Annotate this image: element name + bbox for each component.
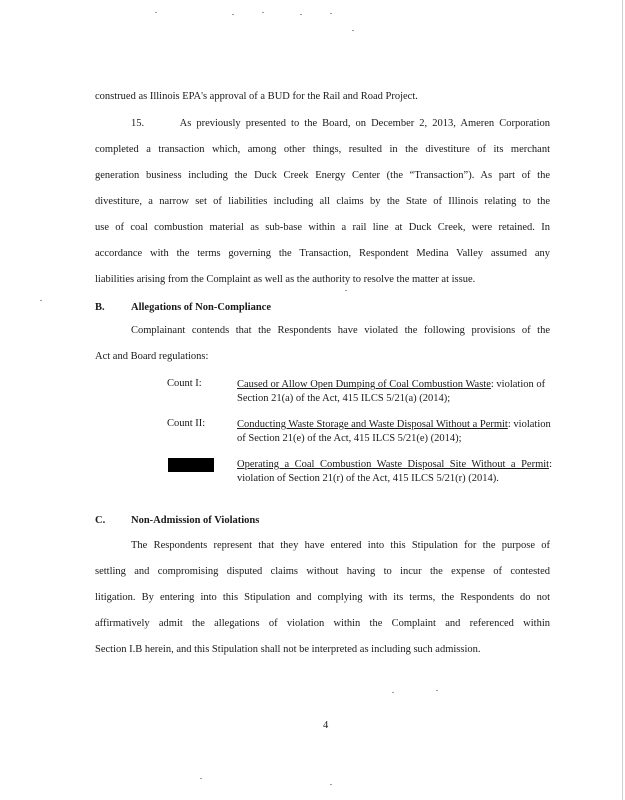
para15-line: accordance with the terms governing the Transaction, Respondent Medina Valley assumed any <box>95 248 550 259</box>
opening-line: construed as Illinois EPA's approval of a BUD for the Rail and Road Project. <box>95 91 418 102</box>
count-2-detail: : violation of Section 21(e) of the Act, 415 ILCS 5/21(e) (2014); <box>237 419 551 444</box>
scan-speck <box>300 14 302 15</box>
para15-line: generation business including the Duck Creek Energy Center (the “Transaction”). As part of the <box>95 170 550 181</box>
section-b-line: Act and Board regulations: <box>95 351 209 362</box>
count-1-body <box>237 378 552 406</box>
section-c-line: litigation. By entering into this Stipulation and complying with its terms, the Respondents do not <box>95 592 550 603</box>
para15-line: completed a transaction which, among other things, resulted in the divestiture of its merchant <box>95 144 550 155</box>
section-b-line: Complainant contends that the Respondents have violated the following provisions of the <box>131 325 550 336</box>
count-3-body <box>237 458 552 486</box>
page-number: 4 <box>323 720 329 731</box>
section-b-letter: B. <box>95 302 105 313</box>
count-2-title: Conducting Waste Storage and Waste Disposal Without a Permit <box>237 419 508 430</box>
count-1-title: Caused or Allow Open Dumping of Coal Combustion Waste <box>237 379 491 390</box>
scan-speck <box>436 690 438 691</box>
count-3-detail: : violation of Section 21(r) of the Act, 415 ILCS 5/21(r) (2014). <box>237 459 552 484</box>
scan-speck <box>352 30 354 31</box>
para15-line: 15. As previously presented to the Board, on December 2, 2013, Ameren Corporation <box>131 118 550 129</box>
redaction-bar <box>168 458 214 472</box>
para15-line: use of coal combustion material as sub-base within a rail line at Duck Creek, were retained. In <box>95 222 550 233</box>
scan-speck <box>200 778 202 779</box>
section-c-title: Non-Admission of Violations <box>131 515 260 526</box>
scan-speck <box>155 12 157 13</box>
count-1-detail: : violation of Section 21(a) of the Act, 415 ILCS 5/21(a) (2014); <box>237 379 546 404</box>
section-c-line: Section I.B herein, and this Stipulation shall not be interpreted as including such admission. <box>95 644 481 655</box>
page-edge <box>622 0 623 800</box>
scan-speck <box>330 13 332 14</box>
para15-line: liabilities arising from the Complaint as well as the authority to resolve the matter at issue. <box>95 274 476 285</box>
scan-speck <box>262 12 264 13</box>
scan-speck <box>330 784 332 785</box>
count-1-label: Count I: <box>167 378 202 389</box>
para15-line: divestiture, a narrow set of liabilities including all claims by the State of Illinois relating to the <box>95 196 550 207</box>
scan-speck <box>232 14 234 15</box>
count-2-body <box>237 418 552 446</box>
section-c-letter: C. <box>95 515 106 526</box>
scan-speck <box>40 300 42 301</box>
section-c-line: settling and compromising disputed claims without having to incur the expense of contested <box>95 566 550 577</box>
section-c-line: affirmatively admit the allegations of violation within the Complaint and referenced within <box>95 618 550 629</box>
section-c-line: The Respondents represent that they have entered into this Stipulation for the purpose of <box>131 540 550 551</box>
count-2-label: Count II: <box>167 418 206 429</box>
section-b-title: Allegations of Non-Compliance <box>131 302 271 313</box>
count-3-title: Operating a Coal Combustion Waste Disposal Site Without a Permit <box>237 459 550 470</box>
scan-speck <box>392 692 394 693</box>
